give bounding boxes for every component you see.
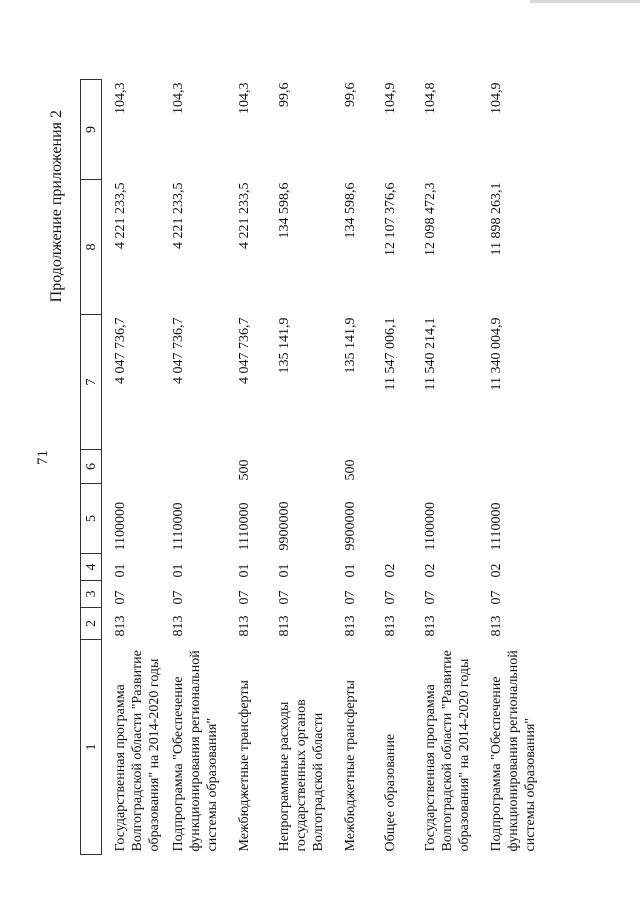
row-code-ministry: 813 <box>276 615 292 637</box>
row-value-planned: 135 141,9 <box>342 317 358 374</box>
row-code-section: 07 <box>382 590 398 605</box>
row-name: Государственная программа Волгоградской области "Развитие образования" на 2014-2020 годы <box>422 650 472 852</box>
col-header-6: 6 <box>81 450 102 484</box>
row-code-subsection: 01 <box>113 563 128 578</box>
row-value-planned: 4 047 736,7 <box>236 317 252 384</box>
row-value-planned: 4 047 736,7 <box>170 317 186 384</box>
row-value-planned: 11 340 004,9 <box>488 317 504 391</box>
table-row <box>168 80 234 855</box>
row-value-actual: 12 098 472,3 <box>422 182 438 256</box>
row-code-subsection: 01 <box>342 563 358 578</box>
row-value-percent: 104,9 <box>382 82 398 114</box>
row-code-target: 1100000 <box>113 502 128 551</box>
row-code-section: 07 <box>422 590 438 605</box>
row-code-section: 07 <box>342 590 358 605</box>
row-code-subsection: 02 <box>422 563 438 578</box>
row-value-planned: 4 047 736,7 <box>113 317 128 384</box>
table-row <box>420 80 486 855</box>
row-value-percent: 99,6 <box>342 82 358 107</box>
budget-table <box>80 79 552 855</box>
row-code-target: 9900000 <box>276 501 292 551</box>
row-code-type <box>102 450 168 484</box>
col-header-3: 3 <box>81 581 102 608</box>
col-header-8: 8 <box>81 180 102 315</box>
table-row <box>102 80 168 855</box>
row-code-subsection: 02 <box>488 563 504 578</box>
row-code-target: 1110000 <box>488 502 504 551</box>
row-code-section: 07 <box>113 590 128 605</box>
row-code-target: 1110000 <box>236 502 252 551</box>
row-value-percent: 99,6 <box>276 82 292 107</box>
row-code-ministry: 813 <box>342 615 358 637</box>
header-row <box>81 80 102 855</box>
row-code-ministry: 813 <box>488 615 504 637</box>
row-value-actual: 134 598,6 <box>342 182 358 239</box>
row-code-type <box>380 450 420 484</box>
row-name: Подпрограмма "Обеспечение функционирования региональной системы образования" <box>170 650 220 852</box>
table-row <box>274 80 340 855</box>
col-header-2: 2 <box>81 608 102 640</box>
row-code-subsection: 02 <box>382 563 398 578</box>
row-value-actual: 4 221 233,5 <box>113 182 128 249</box>
row-code-type <box>274 450 340 484</box>
table-row <box>340 80 380 855</box>
row-code-subsection: 01 <box>170 563 186 578</box>
col-header-5: 5 <box>81 484 102 554</box>
row-code-ministry: 813 <box>236 615 252 637</box>
row-value-actual: 134 598,6 <box>276 182 292 239</box>
row-name: Межбюджетные трансферты <box>236 680 252 852</box>
row-value-actual: 4 221 233,5 <box>170 182 186 249</box>
col-header-7: 7 <box>81 315 102 450</box>
row-name: Государственная программа Волгоградской области "Развитие образования" на 2014-2020 годы <box>113 650 162 852</box>
row-code-type: 500 <box>342 459 358 481</box>
row-value-percent: 104,3 <box>170 82 186 114</box>
row-value-actual: 11 898 263,1 <box>488 182 504 256</box>
row-value-actual: 12 107 376,6 <box>382 182 398 256</box>
row-code-section: 07 <box>488 590 504 605</box>
row-code-subsection: 01 <box>276 563 292 578</box>
row-code-type <box>486 450 552 484</box>
row-name: Межбюджетные трансферты <box>342 680 358 852</box>
row-code-target <box>380 484 420 554</box>
row-code-ministry: 813 <box>113 615 128 637</box>
row-code-section: 07 <box>276 590 292 605</box>
table-row <box>486 80 552 855</box>
row-code-type: 500 <box>236 459 252 481</box>
row-code-target: 1110000 <box>170 502 186 551</box>
page-number: 71 <box>35 450 51 465</box>
row-code-ministry: 813 <box>422 615 438 637</box>
row-value-planned: 135 141,9 <box>276 317 292 374</box>
col-header-4: 4 <box>81 554 102 581</box>
col-header-1: 1 <box>81 640 102 855</box>
row-name: Подпрограмма "Обеспечение функционирования региональной системы образования" <box>488 650 538 852</box>
row-code-section: 07 <box>170 590 186 605</box>
row-value-percent: 104,3 <box>236 82 252 114</box>
row-value-percent: 104,8 <box>422 82 438 114</box>
row-code-section: 07 <box>236 590 252 605</box>
row-value-actual: 4 221 233,5 <box>236 182 252 249</box>
row-code-subsection: 01 <box>236 563 252 578</box>
table-row <box>234 80 274 855</box>
row-code-target: 1100000 <box>422 502 438 551</box>
row-name: Непрограммные расходы государственных органов Волгоградской области <box>276 699 326 852</box>
row-code-ministry: 813 <box>382 615 398 637</box>
table-row <box>380 80 420 855</box>
row-value-planned: 11 547 006,1 <box>382 317 398 391</box>
row-value-percent: 104,9 <box>488 82 504 114</box>
continuation-label: Продолжение приложения 2 <box>48 110 65 303</box>
row-code-target: 9900000 <box>342 501 358 551</box>
row-code-ministry: 813 <box>170 615 186 637</box>
col-header-9: 9 <box>81 80 102 180</box>
row-name: Общее образование <box>382 733 398 852</box>
row-code-type <box>420 450 486 484</box>
row-value-percent: 104,3 <box>113 82 128 114</box>
row-code-type <box>168 450 234 484</box>
row-value-planned: 11 540 214,1 <box>422 317 438 391</box>
